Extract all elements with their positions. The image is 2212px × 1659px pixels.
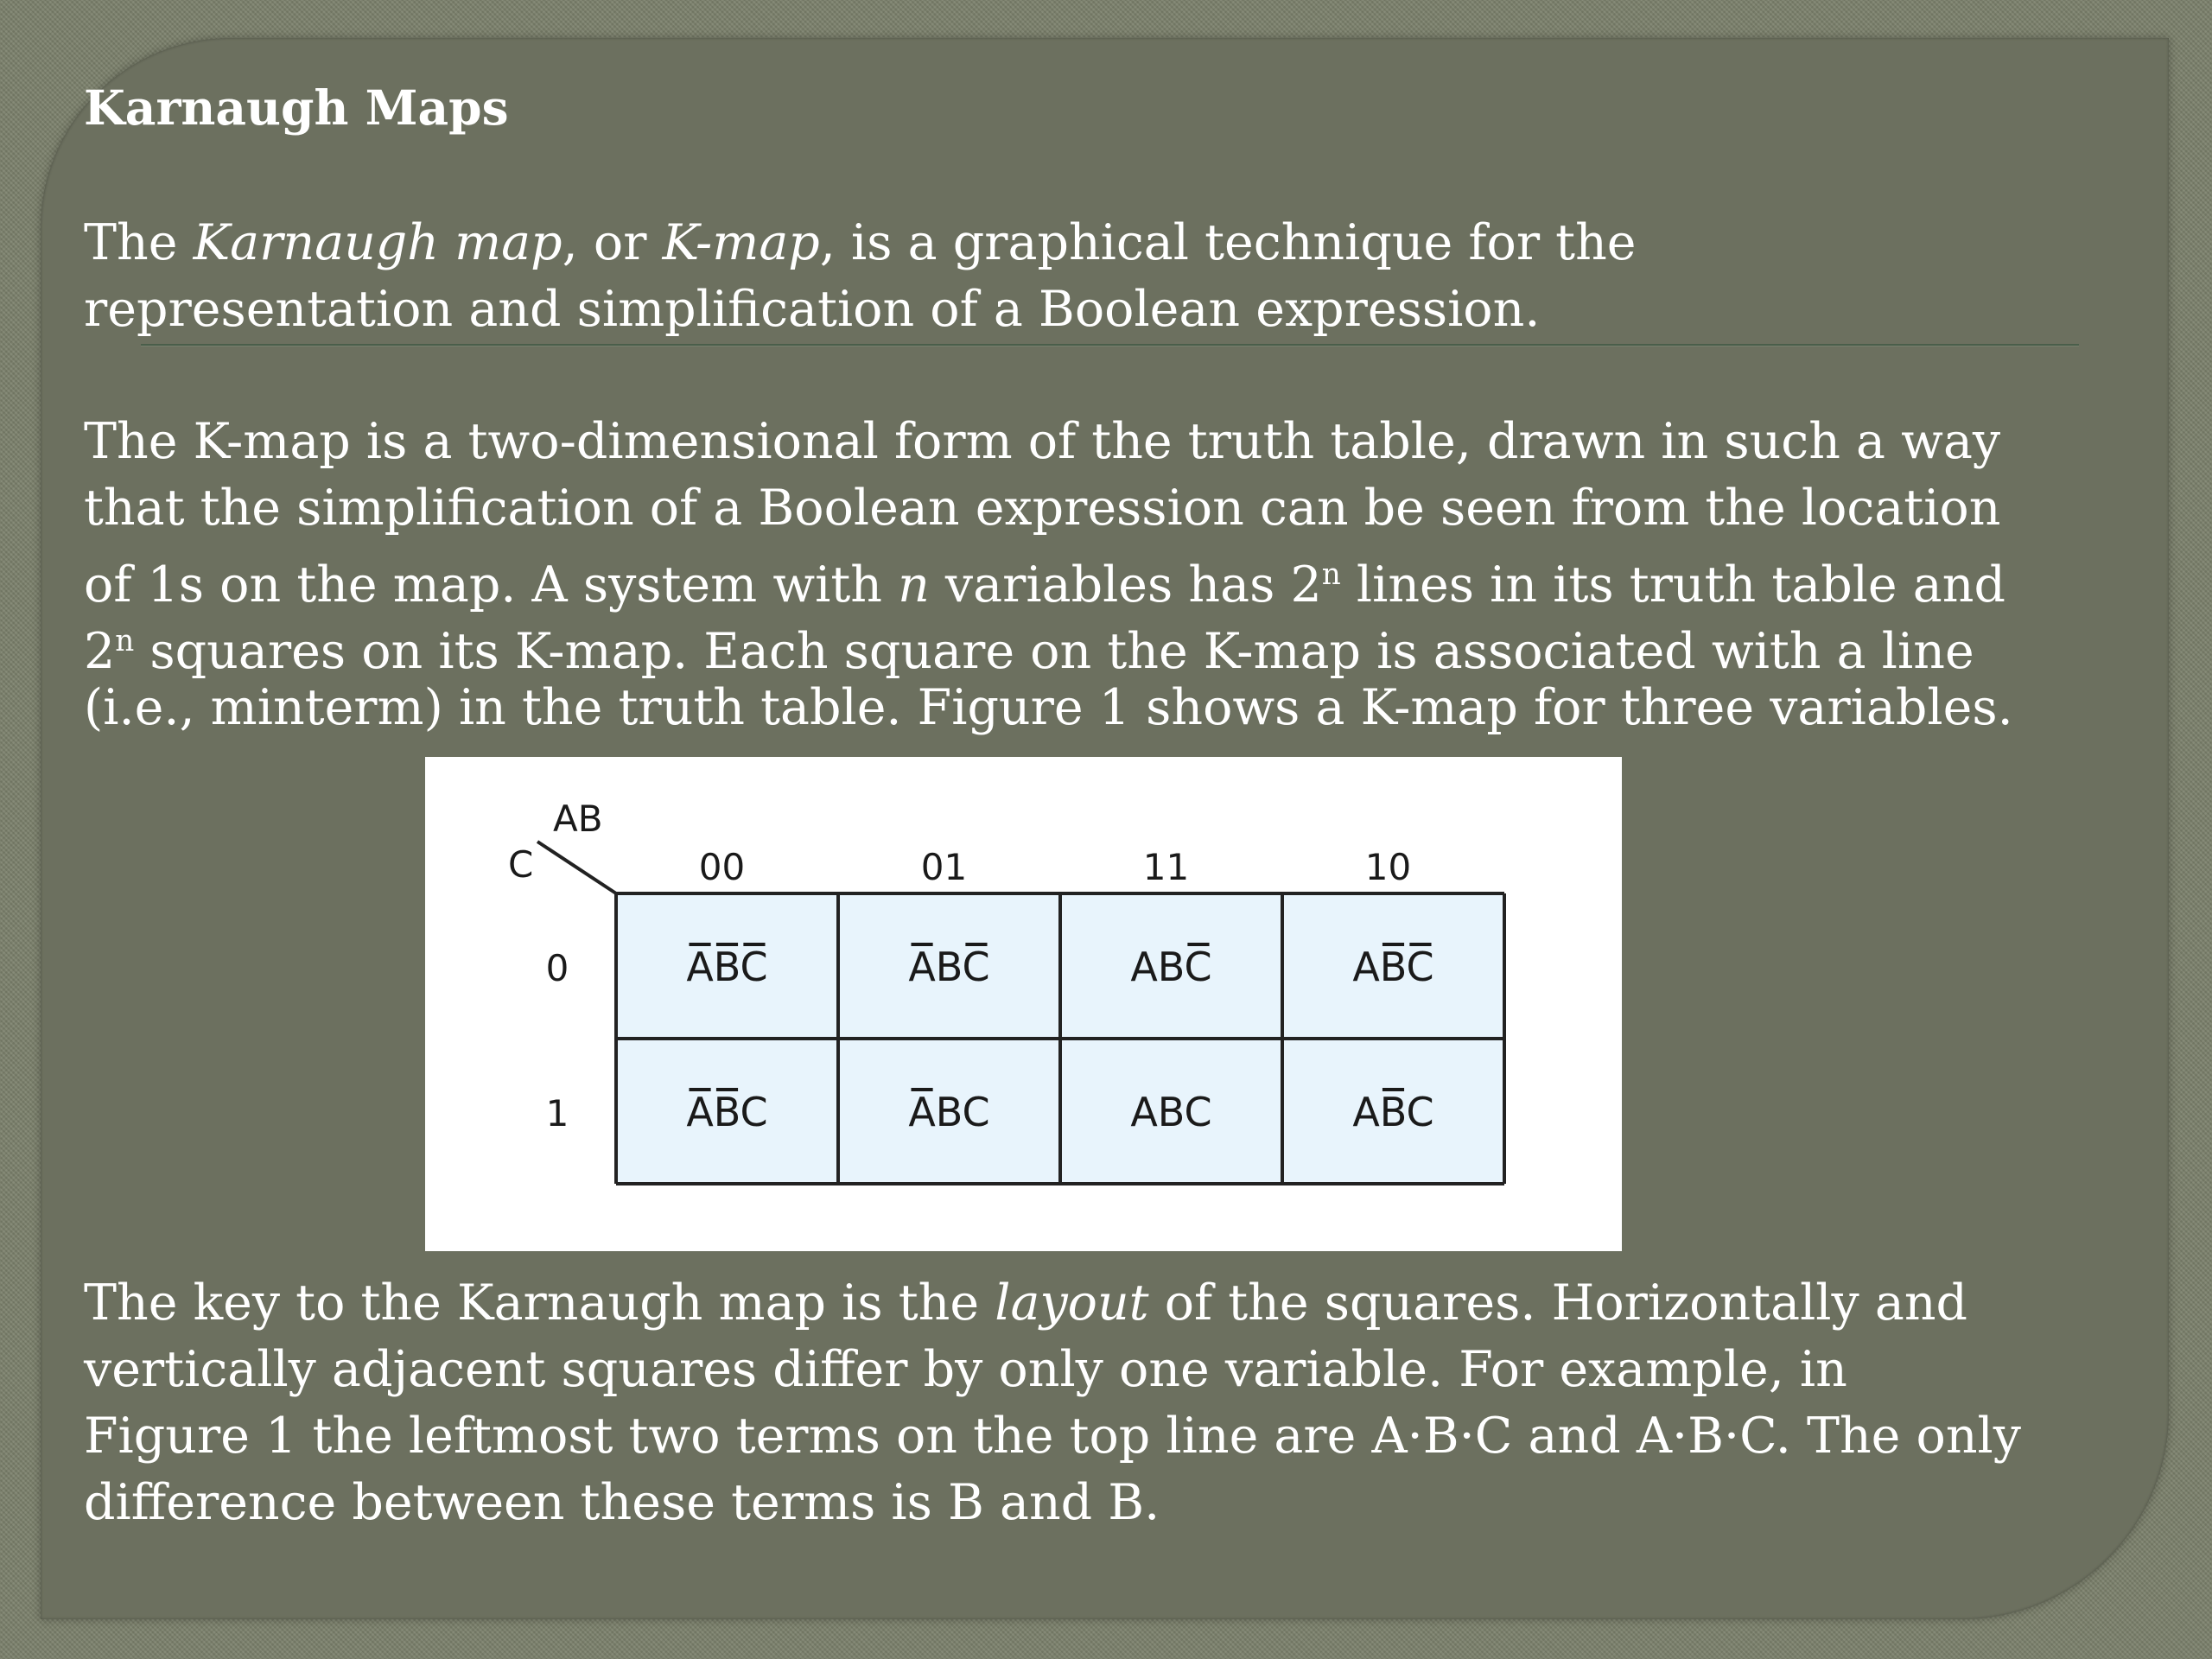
desc-line-4: 2$^n$ squares on its K-map. Each square on the K-map is associated with a line [84, 623, 1974, 680]
kmap-diagram [425, 757, 1622, 1251]
kmap-cell-term: ABC [908, 944, 990, 990]
kmap-cell-term: ABC [1352, 1089, 1434, 1135]
layout-line-3: Figure 1 the leftmost two terms on the top line are A·B·C and A·B·C. The only [84, 1408, 2021, 1465]
kmap-cell-term: ABC [686, 1089, 768, 1135]
k-map-term: K-map [662, 214, 820, 271]
kmap-figure [425, 757, 1622, 1251]
kmap-col-header: 11 [1142, 846, 1190, 888]
desc-line-5: (i.e., minterm) in the truth table. Figure 1 shows a K-map for three variables. [84, 679, 2013, 736]
layout-term: layout [995, 1274, 1149, 1332]
section-divider [141, 344, 2079, 346]
kmap-corner-c-label: C [508, 843, 534, 886]
karnaugh-map-term: Karnaugh map [193, 214, 563, 271]
desc-line-3: of 1s on the map. A system with n variables has 2$^n$ lines in its truth table and [84, 556, 2005, 613]
layout-line-1: The key to the Karnaugh map is the layout of the squares. Horizontally and [84, 1274, 1968, 1332]
kmap-col-header: 00 [698, 846, 746, 888]
kmap-cell-term: ABC [1130, 944, 1212, 990]
kmap-corner-diagonal [537, 842, 616, 893]
intro-line-1: The Karnaugh map, or K-map, is a graphical technique for the [84, 214, 1637, 271]
kmap-row-header: 1 [545, 1092, 569, 1135]
layout-line-2: vertically adjacent squares differ by only one variable. For example, in [84, 1341, 1847, 1398]
kmap-cell-term: ABC [686, 944, 768, 990]
kmap-cell-term: ABC [908, 1089, 990, 1135]
desc-line-2: that the simplification of a Boolean expression can be seen from the location [84, 480, 2001, 537]
kmap-cell-term: ABC [1130, 1089, 1212, 1135]
kmap-col-header: 01 [920, 846, 968, 888]
slide-title: Karnaugh Maps [84, 79, 509, 136]
layout-paragraph [84, 1270, 2021, 1536]
kmap-col-header: 10 [1364, 846, 1412, 888]
intro-line-2: representation and simplification of a Boolean expression. [84, 281, 1541, 338]
kmap-description-paragraph [84, 409, 2013, 741]
layout-line-4: difference between these terms is B and B. [84, 1474, 1160, 1531]
kmap-corner-ab-label: AB [553, 798, 603, 840]
intro-paragraph [84, 210, 1637, 343]
kmap-row-header: 0 [545, 947, 569, 989]
kmap-cell-term: ABC [1352, 944, 1434, 990]
desc-line-1: The K-map is a two-dimensional form of the truth table, drawn in such a way [84, 413, 2001, 470]
